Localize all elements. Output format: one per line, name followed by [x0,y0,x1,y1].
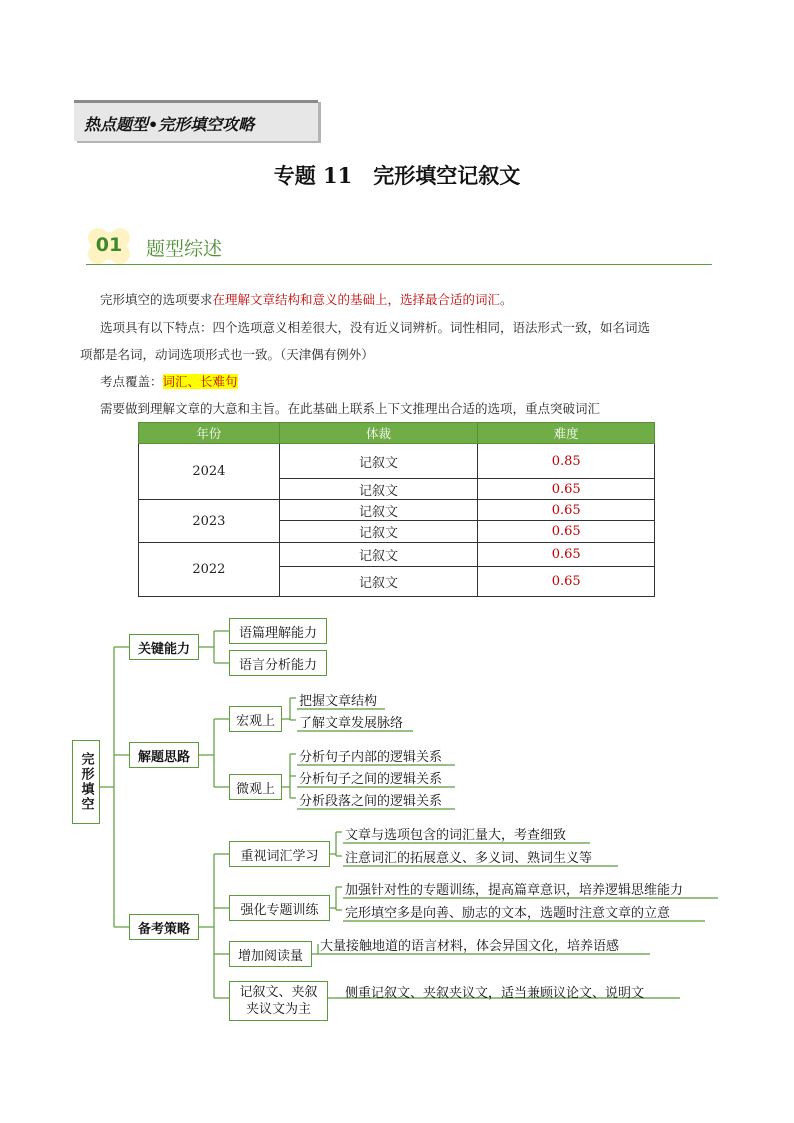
node-training: 强化专题训练 [229,895,330,921]
node-genre-line-1: 记叙文、夹叙 [239,985,318,1000]
header-year: 年份 [139,423,280,444]
difficulty-cell: 0.65 [478,543,655,567]
paragraph-3-highlight: 词汇、长难句 [162,374,238,389]
genre-cell: 记叙文 [279,500,478,521]
micro-item-2: 分析句子之间的逻辑关系 [299,772,443,787]
year-cell: 2022 [139,543,280,597]
year-cell: 2024 [139,444,280,500]
node-reading: 增加阅读量 [229,941,312,967]
branch-key-ability: 关键能力 [129,634,199,660]
paragraph-2-line-1: 选项具有以下特点：四个选项意义相差很大，没有近义词辨析。词性相同，语法形式一致，如名词选 [100,320,651,335]
macro-item-1: 把握文章结构 [299,694,378,709]
difficulty-cell: 0.65 [478,500,655,521]
leaf-key-ability-2: 语言分析能力 [229,650,327,676]
branch-approach: 解题思路 [129,742,199,768]
paragraph-1-end: 。 [500,292,513,307]
macro-item-2: 了解文章发展脉络 [299,716,404,731]
node-macro: 宏观上 [229,706,282,732]
paragraph-1-text: 完形填空的选项要求 [100,292,213,307]
difficulty-cell: 0.65 [478,521,655,543]
header-difficulty: 难度 [478,423,655,444]
micro-item-1: 分析句子内部的逻辑关系 [299,750,443,765]
section-title: 题型综述 [146,238,223,260]
difficulty-cell: 0.65 [478,567,655,597]
training-item-1: 加强针对性的专题训练，提高篇章意识，培养逻辑思维能力 [345,883,684,898]
training-item-2: 完形填空多是向善、励志的文本，选题时注意文章的立意 [345,906,671,921]
vocab-item-2: 注意词汇的拓展意义、多义词、熟词生义等 [345,851,593,866]
year-cell: 2023 [139,500,280,543]
paragraph-4: 需要做到理解文章的大意和主旨。在此基础上联系上下文推理出合适的选项，重点突破词汇 [100,401,601,416]
node-micro: 微观上 [229,774,282,800]
node-genre-line-2: 夹议文为主 [245,1002,311,1017]
difficulty-cell: 0.85 [478,444,655,479]
header-genre: 体裁 [279,423,478,444]
paragraph-1-emphasis: 在理解文章结构和意义的基础上，选择最合适的词汇 [212,292,501,307]
genre-cell: 记叙文 [279,521,478,543]
paragraph-3-label: 考点覆盖： [100,374,163,389]
micro-item-3: 分析段落之间的逻辑关系 [299,794,443,809]
section-number: 01 [95,234,123,256]
branch-strategy: 备考策略 [129,914,199,940]
genre-cell: 记叙文 [279,567,478,597]
difficulty-cell: 0.65 [478,479,655,500]
page-title: 专题 11 完形填空记叙文 [273,163,521,188]
leaf-key-ability-1: 语篇理解能力 [229,618,327,644]
mindmap-root-label: 完形填空 [78,752,94,812]
vocab-item-1: 文章与选项包含的词汇量大，考查细致 [345,828,567,843]
node-genre [229,981,328,1021]
genre-cell: 记叙文 [279,479,478,500]
genre-item-1: 侧重记叙文、夹叙夹议文，适当兼顾议论文、说明文 [345,986,645,1001]
mindmap-root [72,740,100,824]
genre-cell: 记叙文 [279,543,478,567]
reading-item-1: 大量接触地道的语言材料，体会异国文化，培养语感 [320,939,620,954]
topic-tag-text: 热点题型•完形填空攻略 [84,115,255,134]
paragraph-2-line-2: 项都是名词，动词选项形式也一致。（天津偶有例外） [80,347,374,362]
genre-cell: 记叙文 [279,444,478,479]
node-vocab: 重视词汇学习 [229,841,330,867]
